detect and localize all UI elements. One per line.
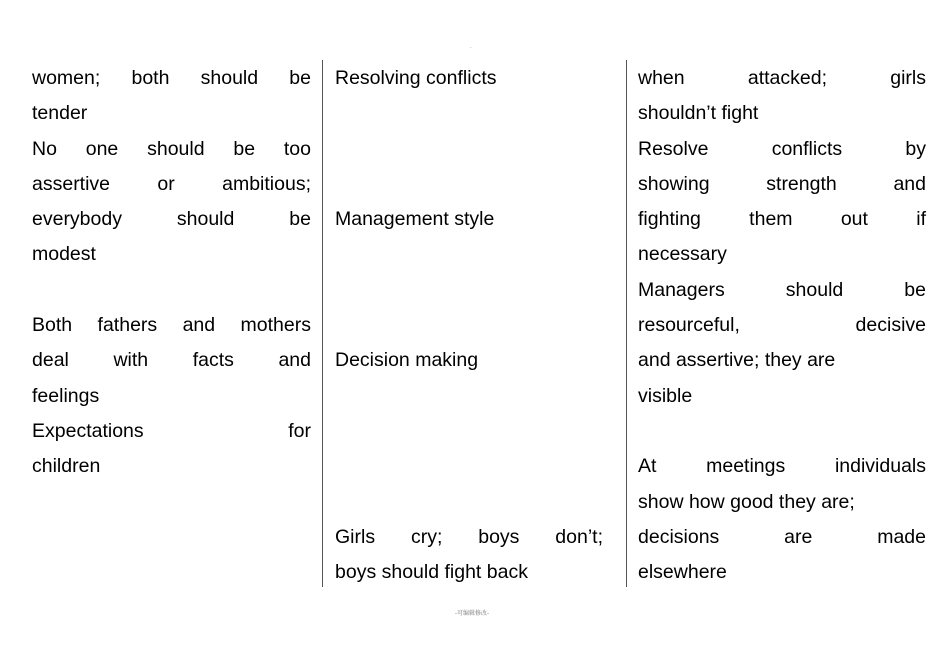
header-mark: . (470, 44, 472, 50)
right-line: Managers should be (638, 278, 926, 301)
right-line: show how good they are; (638, 490, 855, 513)
left-line: Expectations for (32, 419, 311, 442)
right-line (638, 414, 926, 449)
right-line: when attacked; girls (638, 67, 926, 89)
right-line: elsewhere (638, 561, 727, 584)
middle-line (335, 485, 603, 520)
left-line (32, 485, 311, 520)
left-line (32, 273, 311, 308)
left-line: women; both should be (32, 67, 311, 89)
right-line: and assertive; they are (638, 349, 836, 372)
left-line: No one should be too (32, 137, 311, 160)
middle-line: Girls cry; boys don’t; (335, 525, 603, 548)
middle-column (335, 61, 603, 590)
middle-line: Resolving conflicts (335, 67, 497, 89)
column-divider (322, 60, 323, 587)
column-divider (626, 60, 627, 587)
middle-line (335, 237, 603, 272)
left-line: children (32, 455, 101, 478)
right-line: shouldn’t fight (638, 102, 759, 125)
middle-line (335, 132, 603, 167)
left-line: Both fathers and mothers (32, 314, 311, 337)
middle-line (335, 167, 603, 202)
middle-line: boys should fight back (335, 561, 528, 584)
left-line: assertive or ambitious; (32, 172, 311, 195)
middle-line (335, 308, 603, 343)
middle-line (335, 414, 603, 449)
right-line: At meetings individuals (638, 455, 926, 478)
right-line: showing strength and (638, 172, 926, 195)
right-line: fighting them out if (638, 208, 926, 231)
right-line: Resolve conflicts by (638, 137, 926, 160)
right-line: necessary (638, 243, 727, 266)
page-footer: -可编辑修改- (455, 611, 489, 617)
left-line: feelings (32, 384, 100, 407)
middle-line (335, 379, 603, 414)
right-line: resourceful, decisive (638, 314, 926, 337)
left-line: everybody should be (32, 208, 311, 231)
right-line: decisions are made (638, 525, 926, 548)
left-line: modest (32, 243, 96, 266)
left-line: tender (32, 102, 88, 125)
left-line: deal with facts and (32, 349, 311, 372)
right-column (638, 61, 926, 590)
middle-line (335, 449, 603, 484)
middle-line (335, 96, 603, 131)
left-line (32, 555, 311, 590)
middle-line: Management style (335, 208, 495, 231)
left-line (32, 520, 311, 555)
middle-line: Decision making (335, 349, 479, 372)
left-column (32, 61, 311, 590)
right-line: visible (638, 384, 693, 407)
middle-line (335, 273, 603, 308)
